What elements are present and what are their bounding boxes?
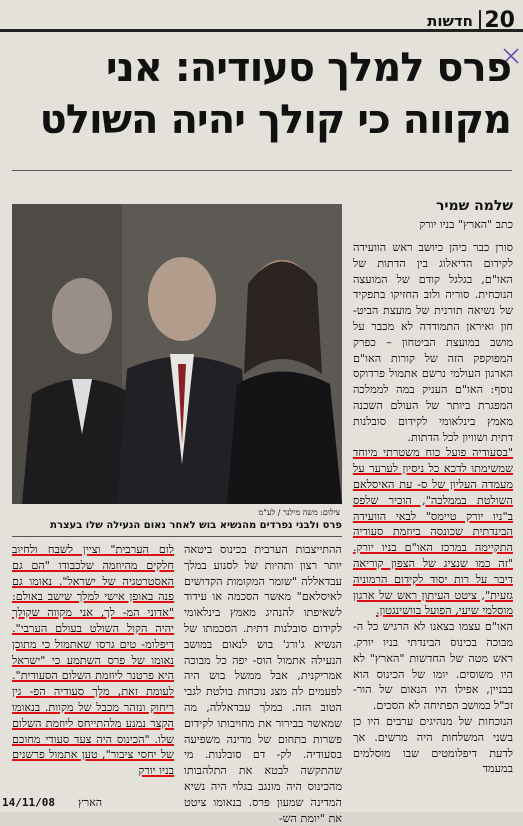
- paragraph: הנוכחות של מנהיגים ערבים היו כן בשני המשלחות היה מרשים. אך לדעת דיפלומטים שבו מוסלמים במעמד: [353, 714, 513, 776]
- headline-line-2: מקווה כי קולך יהיה השולט: [39, 97, 511, 143]
- paragraph: ההתייצבות הערבית בכינוס ביטאה יותר רצון ותהיות של לסנוע במלך עבדאללה "שומר המקומות הקדושים לאיסלאם" מאשר הסכמה או עידוד לשאיפתו להנהיג מאמץ בינלאומי לקידום סובלנות דתית. הסכמתו של הנשיא ג'ורג' בוש לנאום במושב הנעילה אתמול הוס- יפה כל מבוכה אמריקנית, אבל ממשל בוש היה לפעמים לה מצג נוכחות בולטת לגבי הטוב הזה. במלך עבדאללה, מה שמאשר בבירור את מחויבותו לקידום פשרות בתחום של מדינה משפיעה בסעודיה. לק- דם סובלנות. מי שהתקשה לבטא את התלהבותו מהכינוס היה מונגב בגלוי היה נשיא המדינה שמעון פרס. בנאומו ציטט את "יומת הש-: [184, 543, 342, 825]
- newspaper-name: הארץ: [78, 796, 103, 809]
- photo-illustration: [12, 204, 342, 504]
- column-middle: [184, 542, 342, 825]
- dateline: כתב "הארץ" בניו יורק: [419, 218, 513, 231]
- paragraph: האו"ם עצמו בצאנו לא הרגיש כל ה- מבוכה בכינוס הבינדתי בניו יורק. ראש מטה של החדשות "הארץ" לא היו משוסים. יומו של הכינוס הוא בבניין, אפילו היו הנאום של הור- זכ"ל במושב הפתיחה לא הסכים.: [353, 620, 513, 713]
- page-number: 20: [484, 8, 515, 33]
- paragraph-highlighted: "בסעודיה פועל כוח משטרתי מיוחד שמשימתו לדכא כל ניסיון לערער על מעמדה העליון של ס- עת האיסלאם השולטת בממלכה", הוכיר שלפס ב"ניו יורק טיימס" לבאי הוועידה הבינדתית שכונסה ביוזמת סעודיה התקיימה במרכז האו"ם בניו יורק. "זה כמו שנציג של הצפון קוריאה דיבר על רות יסוד לקידום הרמוניה גזעית", ציטט העיתון ראש של ארגון מוסלמי שיעי, הפועל בוושינגטון.: [353, 446, 513, 618]
- news-photo: [12, 204, 342, 504]
- section-divider: [479, 10, 481, 30]
- headline: [11, 42, 511, 146]
- section-name: חדשות: [427, 12, 473, 30]
- paragraph: סורן כבר כיהן כיושב ראש הוועידה לקידום הדיאלוג בין הדתות של האו"ם, בגלגל קודם של המועצה הנוכחית. סוריה ולוב החזיקו בתפקיד של נשיאה תורנית של מועצת הביט- חון ואיראן התמודדה לא מכבר על מושב במועצת הביטחון – כפרק המפוקפק הזה של קורות האו"ם הארגון העולמי נרשם אתמול פרדוקס נוסף: האו"ם העניק במה לממלכה המפגרת ביותר של העולם השכנה מאמץ בינלאומי לקידום סובלנות דתית ושוויון לכל הדתות.: [353, 241, 513, 444]
- headline-line-1: פרס למלך סעודיה: אני: [105, 45, 511, 91]
- column-left: [12, 542, 174, 792]
- photo-credit: צילום: משה מילנר / לע"מ: [258, 508, 340, 517]
- photo-caption: פרס ולבני נפרדים מהנשיא בוש לאחר נאום הנעילה שלו בעצרת: [50, 520, 342, 531]
- caption-rule: [12, 536, 342, 537]
- author-name: שלמה שמיר: [435, 198, 513, 214]
- paragraph-highlighted: לום הערבית" וציין לשבח ולחיוב חלקים מהיוזמה שלכבודו "הם גם האסטרטגיה של ישראל". נאומו גם פנה באופן אישי למלך שישב באולם: "אדוני המ- לך, אני מקווה שקולך יהיה הקול השולט בעולם הערבי". דיפלומ- טים גרסו שאתמול כי מתוכן נאומו של פרס השתמע כי "ישראל היא פרטנר ליוזמת השלום הסעודית". לעומת זאת, מלך סעודיה הפ- גין ריחוק ונזהר מכבל של מקוות. בנאומו הקצר נמנע מלהתייחס ליוזמת השלום שלו. "הכינוס היה צעד סעודי מחוכם של יחסי ציבור", טען אתמול פרשנים בניו יורק: [12, 543, 174, 778]
- headline-rule: [12, 170, 512, 171]
- publication-date: 14/11/08: [2, 796, 55, 809]
- column-right: [353, 240, 513, 795]
- section-header: [0, 6, 523, 32]
